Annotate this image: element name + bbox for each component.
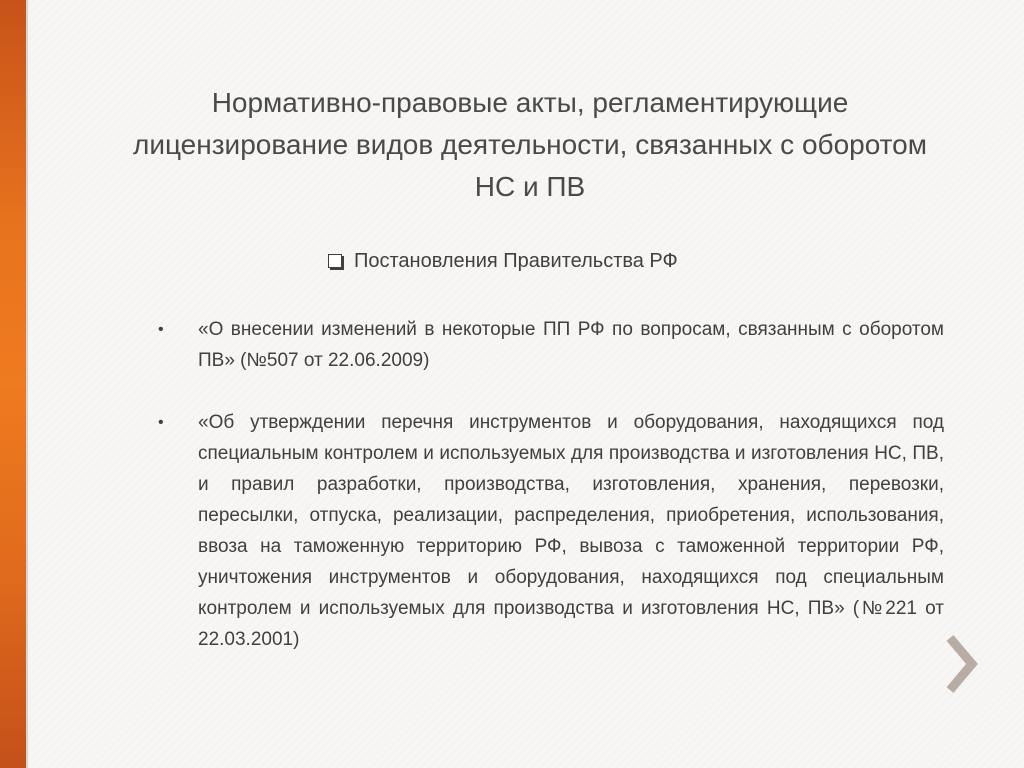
subheading [328,244,678,278]
list-item-text: «О внесении изменений в некоторые ПП РФ по вопросам, связанным с оборотом ПВ» (№507 от 22.06.2009) [198,319,944,371]
side-bar-divider [26,0,28,768]
checkbox-icon [328,254,342,268]
chevron-right-icon [940,632,980,696]
bullet-list [158,314,944,686]
orange-side-bar [0,0,26,768]
bullet-dot: • [158,321,164,338]
list-item-text: «Об утверждении перечня инструментов и оборудования, находящихся под специальным контролем и используемых для производства и изготовления НС, ПВ, и правил разработки, производства, изготовления, хранения, перевозки, пересылки, отпуска, реализации, распределения, приобретения, использования, ввоза на таможенную территорию РФ, вывоза с таможенной территории РФ, уничтожения инструментов и оборудования, находящихся под специальным контролем и используемых для производства и изготовления НС, ПВ» (№221 от 22.03.2001) [198,412,944,650]
list-item [158,407,944,655]
bullet-dot: • [158,414,164,431]
list-item [158,314,944,376]
next-slide-button[interactable] [940,632,980,696]
slide-title: Нормативно-правовые акты, регламентирующие лицензирование видов деятельности, связанных с оборотом НС и ПВ [132,87,928,202]
subheading-text: Постановления Правительства РФ [354,250,678,272]
